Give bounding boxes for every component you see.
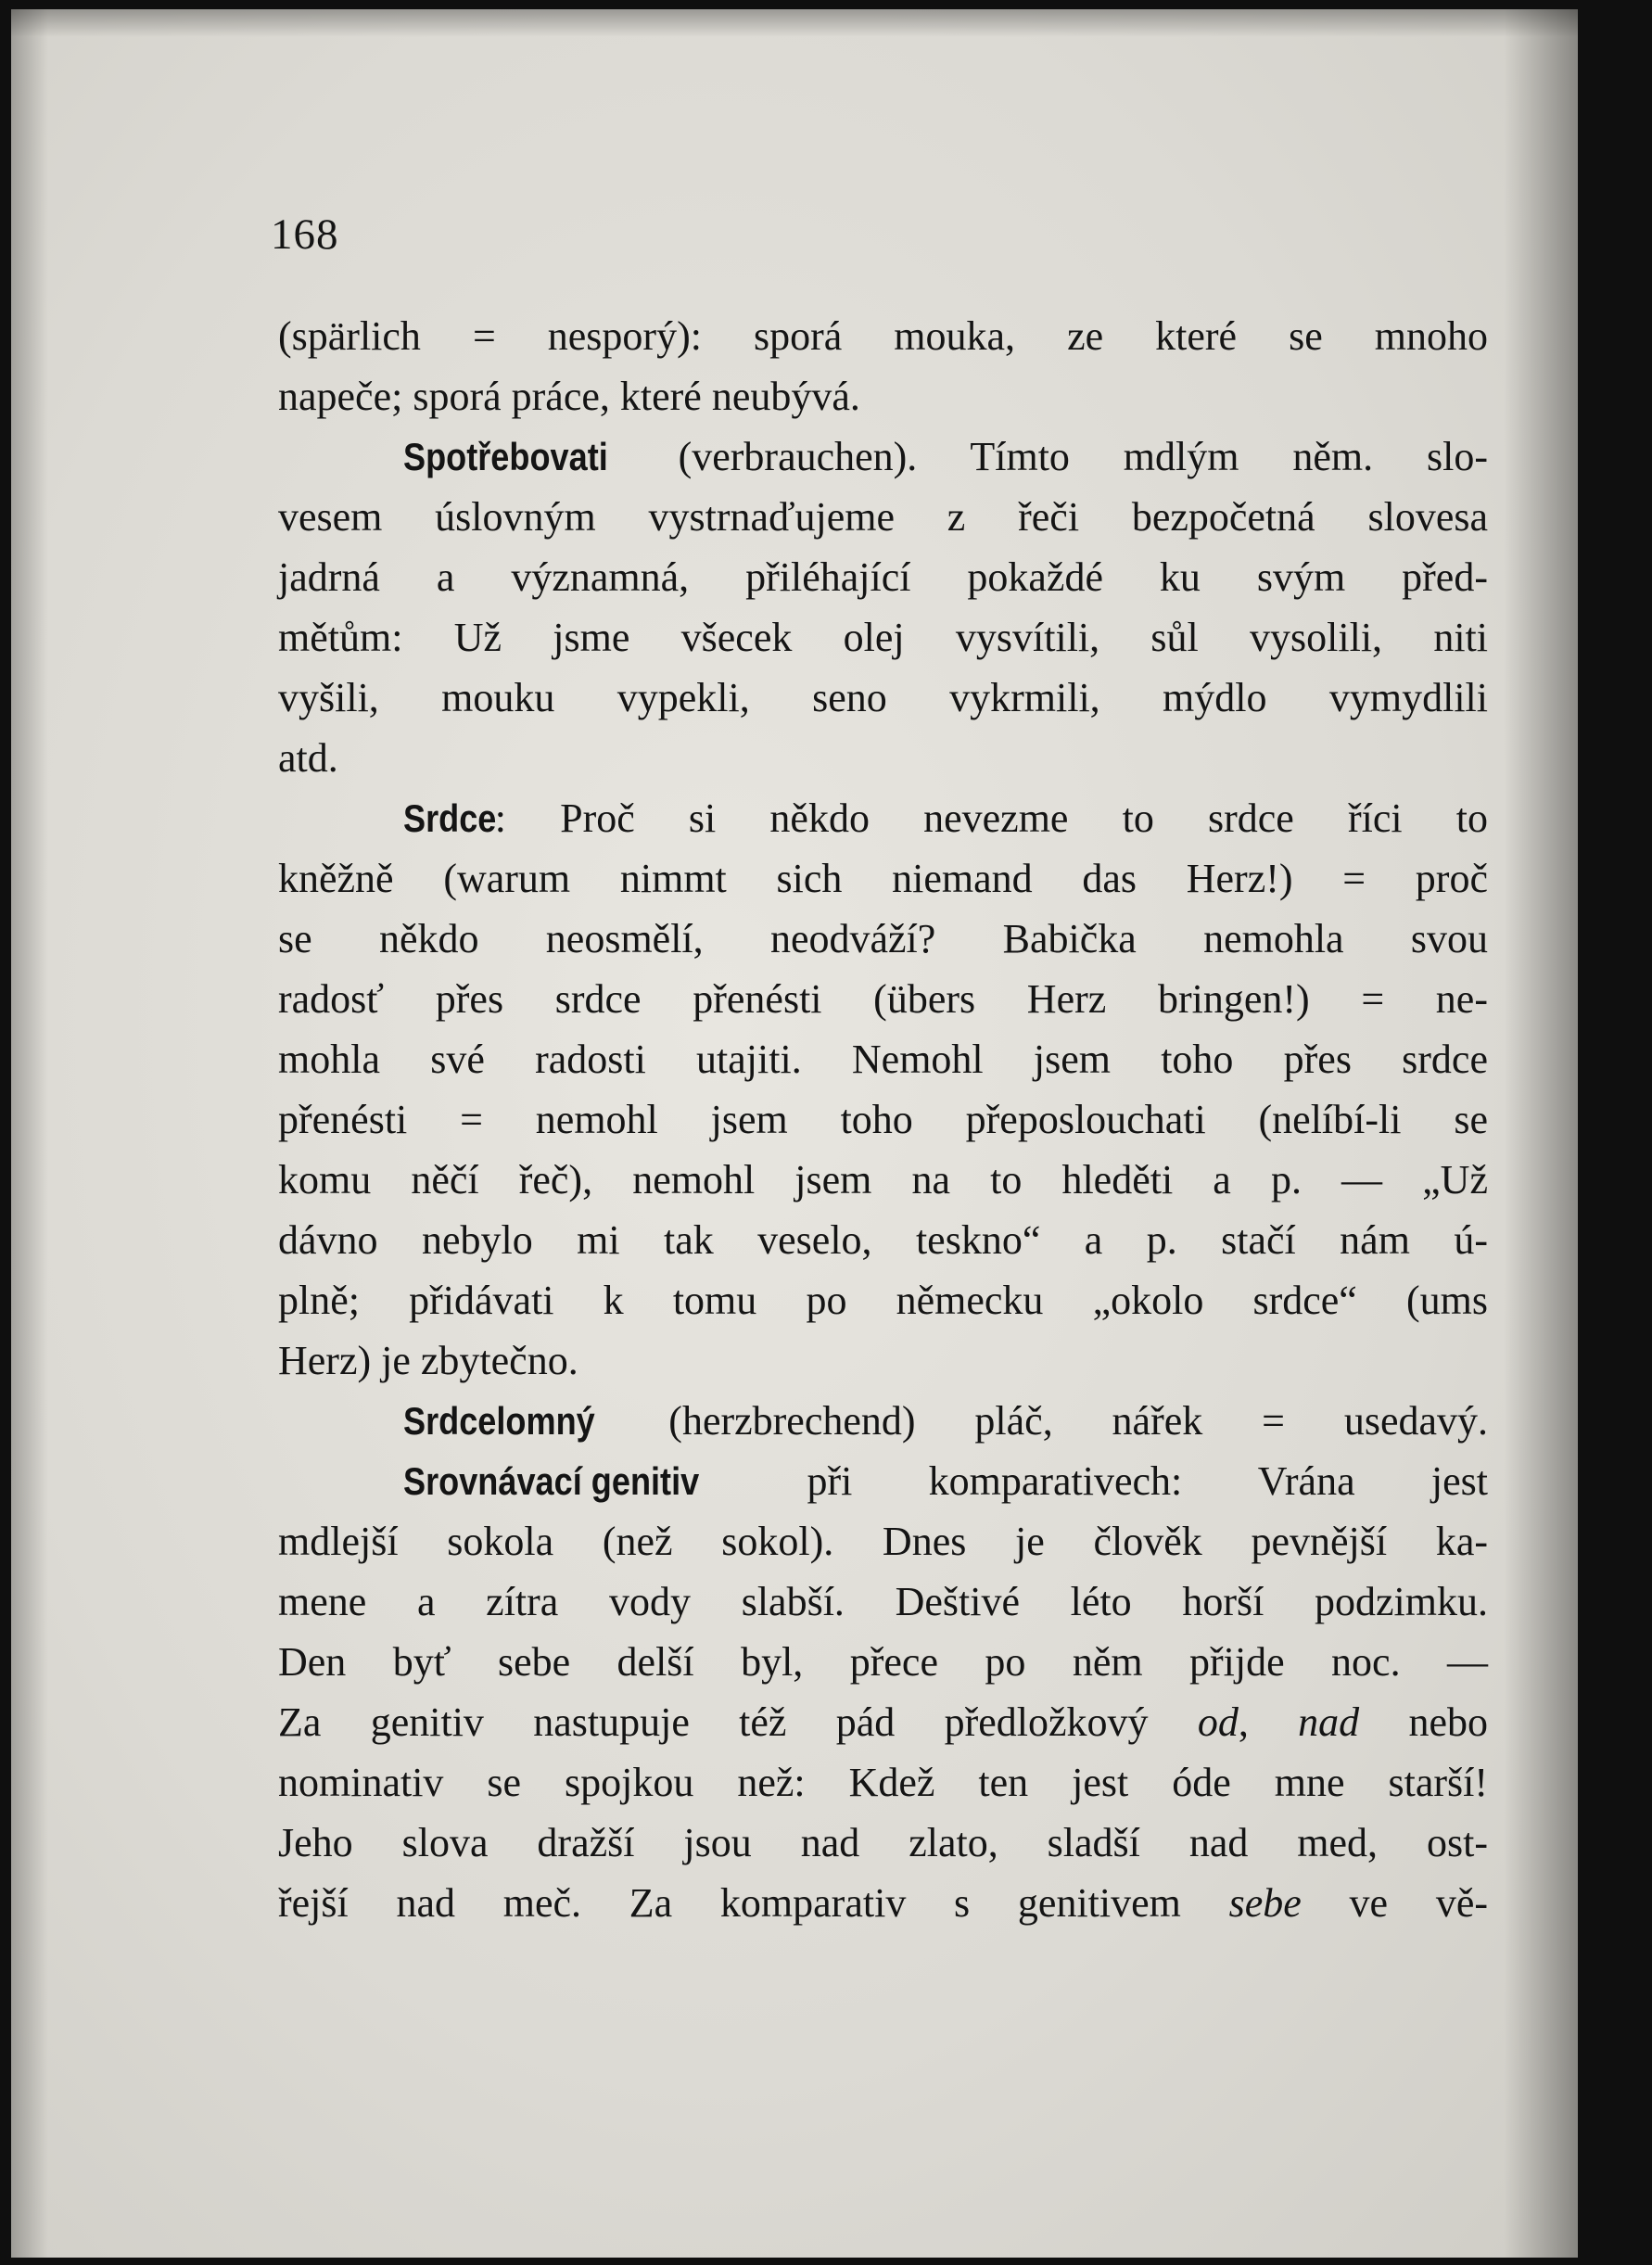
text-line	[278, 1451, 1488, 1511]
body-text	[278, 306, 1488, 1933]
text-run: řejší nad meč. Za komparativ s genitivem	[278, 1880, 1229, 1926]
text-line	[278, 366, 1488, 426]
text-run: Jeho slova dražší jsou nad zlato, sladší nad med, ost-	[278, 1820, 1488, 1865]
text-line	[278, 1813, 1488, 1873]
text-line	[278, 1511, 1488, 1572]
text-line	[278, 848, 1488, 909]
text-run: mohla své radosti utajiti. Nemohl jsem toho přes srdce	[278, 1037, 1488, 1082]
page-right-shadow	[1504, 9, 1578, 2258]
text-run: jadrná a významná, přiléhající pokaždé ku svým před-	[278, 554, 1488, 600]
page-number: 168	[271, 210, 339, 259]
text-run: přenésti = nemohl jsem toho přeposlouchati (nelíbí-li se	[278, 1097, 1488, 1142]
text-line	[278, 1029, 1488, 1089]
text-line	[278, 1752, 1488, 1813]
text-line	[278, 426, 1488, 487]
text-line	[278, 1391, 1488, 1451]
text-run: ,	[1238, 1699, 1299, 1745]
dictionary-term: Srovnávací genitiv	[403, 1459, 700, 1503]
text-run: napeče; sporá práce, které neubývá.	[278, 374, 860, 419]
page-left-shadow	[11, 9, 48, 2258]
text-line	[278, 1572, 1488, 1632]
dictionary-term: Srdce	[403, 796, 497, 840]
text-run: komu něčí řeč), nemohl jsem na to hleděti a p. — „Už	[278, 1157, 1488, 1202]
text-line	[278, 728, 1488, 788]
text-run: vyšili, mouku vypekli, seno vykrmili, mýdlo vymydlili	[278, 675, 1488, 720]
text-line	[278, 1150, 1488, 1210]
text-run: vesem úslovným vystrnaďujeme z řeči bezpočetná slovesa	[278, 494, 1488, 540]
text-line	[278, 1270, 1488, 1330]
text-run: se někdo neosmělí, neodváží? Babička nemohla svou	[278, 916, 1488, 961]
text-line	[278, 487, 1488, 547]
text-line	[278, 1632, 1488, 1692]
text-line	[278, 1089, 1488, 1150]
text-run: Herz) je zbytečno.	[278, 1338, 578, 1383]
text-line	[278, 547, 1488, 607]
text-run: dávno nebylo mi tak veselo, teskno“ a p. stačí nám ú-	[278, 1217, 1488, 1263]
dictionary-term: Spotřebovati	[403, 435, 608, 478]
text-line	[278, 1873, 1488, 1933]
text-run: radosť přes srdce přenésti (übers Herz bringen!) = ne-	[278, 976, 1488, 1022]
text-run: atd.	[278, 735, 338, 781]
text-run: : Proč si někdo nevezme to srdce říci to	[494, 795, 1488, 841]
dictionary-term: Srdcelomný	[403, 1399, 595, 1443]
text-run: nebo	[1359, 1699, 1488, 1745]
text-line	[278, 969, 1488, 1029]
text-line	[278, 668, 1488, 728]
text-run: Za genitiv nastupuje též pád předložkový	[278, 1699, 1198, 1745]
text-line	[278, 788, 1488, 848]
text-run: (herzbrechend) pláč, nářek = usedavý.	[609, 1398, 1488, 1444]
text-run: kněžně (warum nimmt sich niemand das Herz!) = proč	[278, 856, 1488, 901]
text-run: Den byť sebe delší byl, přece po něm přijde noc. —	[278, 1639, 1488, 1685]
text-line	[278, 607, 1488, 668]
text-run: (spärlich = nesporý): sporá mouka, ze které se mnoho	[278, 313, 1488, 359]
text-line	[278, 306, 1488, 366]
text-run: mdlejší sokola (než sokol). Dnes je člověk pevnější ka-	[278, 1519, 1488, 1564]
italic-word: sebe	[1228, 1880, 1302, 1926]
text-line	[278, 1330, 1488, 1391]
text-line	[278, 1692, 1488, 1752]
text-run: mětům: Už jsme všecek olej vysvítili, sůl vysolili, niti	[278, 615, 1488, 660]
text-run: plně; přidávati k tomu po německu „okolo srdce“ (ums	[278, 1278, 1488, 1323]
text-run: ve vě-	[1301, 1880, 1489, 1926]
text-line	[278, 909, 1488, 969]
italic-word: nad	[1298, 1699, 1360, 1745]
text-run: (verbrauchen). Tímto mdlým něm. slo-	[624, 434, 1488, 479]
italic-word: od	[1197, 1699, 1239, 1745]
text-run: nominativ se spojkou než: Kdež ten jest óde mne starší!	[278, 1760, 1488, 1805]
text-run: při komparativech: Vrána jest	[731, 1458, 1488, 1504]
text-run: mene a zítra vody slabší. Deštivé léto horší podzimku.	[278, 1579, 1488, 1624]
text-line	[278, 1210, 1488, 1270]
page-top-shadow	[11, 9, 1578, 37]
